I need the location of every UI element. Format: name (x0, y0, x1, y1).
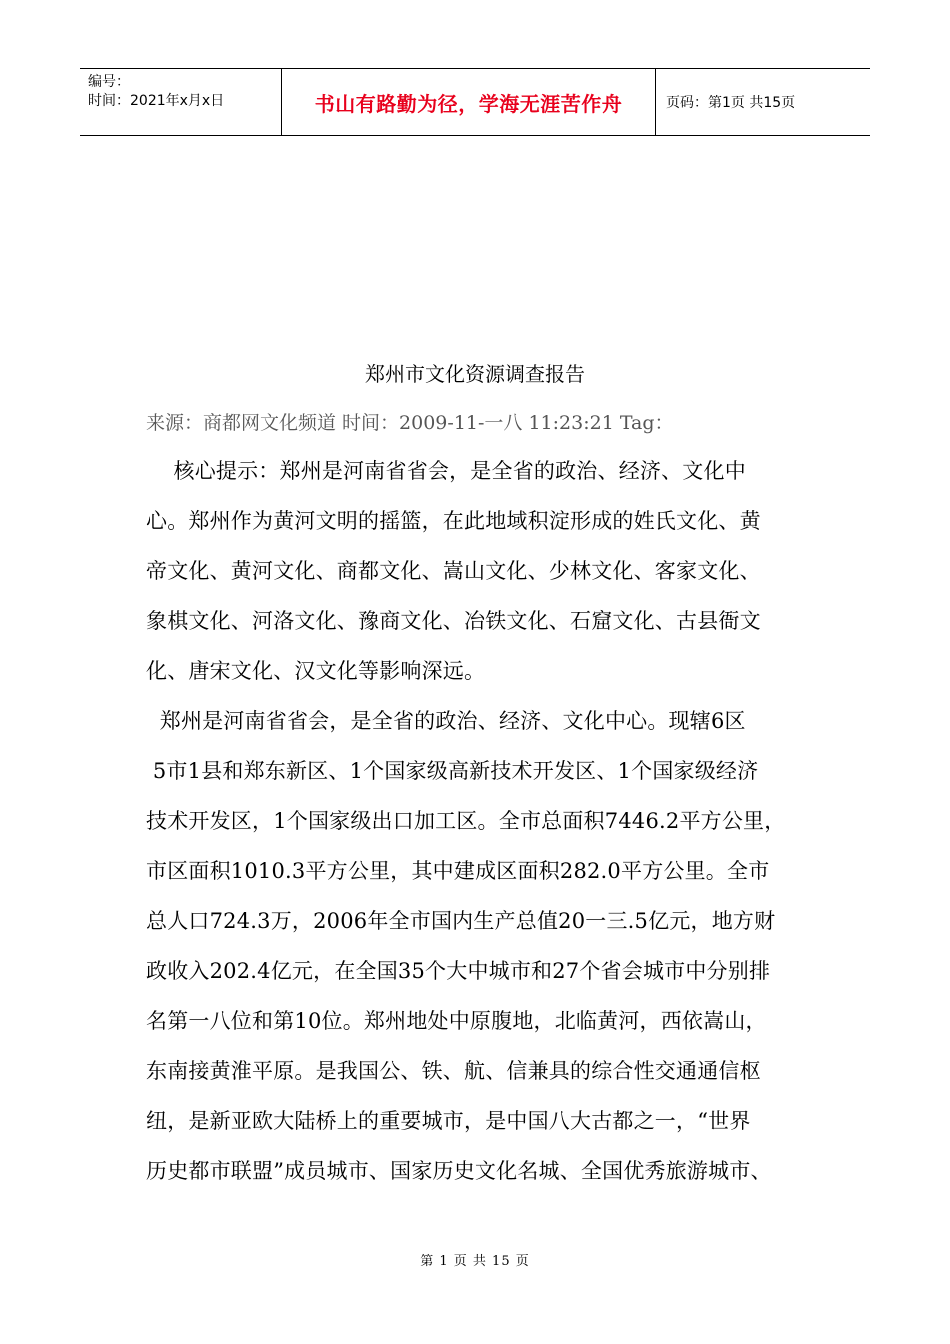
paragraph-overview (146, 696, 806, 1196)
serial-label: 编号： (88, 74, 130, 90)
header-motto: 书山有路勤为径，学海无涯苦作舟 (282, 69, 656, 135)
page-header (80, 68, 870, 136)
paragraph-line: 技术开发区，1个国家级出口加工区。全市总面积7446.2平方公里， (146, 809, 786, 833)
paragraph-line: 心。郑州作为黄河文明的摇篮，在此地域积淀形成的姓氏文化、黄 (146, 509, 761, 533)
header-meta-cell (80, 69, 282, 135)
paragraph-line: 东南接黄淮平原。是我国公、铁、航、信兼具的综合性交通通信枢 (146, 1059, 761, 1083)
paragraph-line: 纽，是新亚欧大陆桥上的重要城市，是中国八大古都之一，“世界 (146, 1109, 751, 1133)
paragraph-line: 郑州是河南省省会，是全省的政治、经济、文化中心。现辖6区 (146, 709, 746, 733)
document-title: 郑州市文化资源调查报告 (365, 362, 585, 386)
paragraph-line: 核心提示：郑州是河南省省会，是全省的政治、经济、文化中 (146, 459, 746, 483)
page-footer: 第 1 页 共 15 页 (420, 1254, 530, 1269)
paragraph-line: 帝文化、黄河文化、商都文化、嵩山文化、少林文化、客家文化、 (146, 559, 761, 583)
paragraph-line: 名第一八位和第10位。郑州地处中原腹地，北临黄河，西依嵩山， (146, 1009, 767, 1033)
paragraph-line: 历史都市联盟”成员城市、国家历史文化名城、全国优秀旅游城市、 (146, 1159, 772, 1183)
paragraph-line: 政收入202.4亿元，在全国35个大中城市和27个省会城市中分别排 (146, 959, 771, 983)
paragraph-line: 市区面积1010.3平方公里，其中建成区面积282.0平方公里。全市 (146, 859, 770, 883)
paragraph-line: 化、唐宋文化、汉文化等影响深远。 (146, 659, 486, 683)
paragraph-summary (146, 446, 806, 696)
header-page-info: 页码：第1页 共15页 (666, 95, 796, 111)
paragraph-line: 5市1县和郑东新区、1个国家级高新技术开发区、1个国家级经济 (146, 759, 759, 783)
paragraph-line: 总人口724.3万，2006年全市国内生产总值20一三.5亿元，地方财 (146, 909, 776, 933)
paragraph-line: 象棋文化、河洛文化、豫商文化、冶铁文化、石窟文化、古县衙文 (146, 609, 761, 633)
time-label: 时间：2021年x月x日 (88, 93, 225, 109)
source-line: 来源：商都网文化频道 时间：2009-11-一八 11:23:21 Tag： (146, 412, 674, 434)
